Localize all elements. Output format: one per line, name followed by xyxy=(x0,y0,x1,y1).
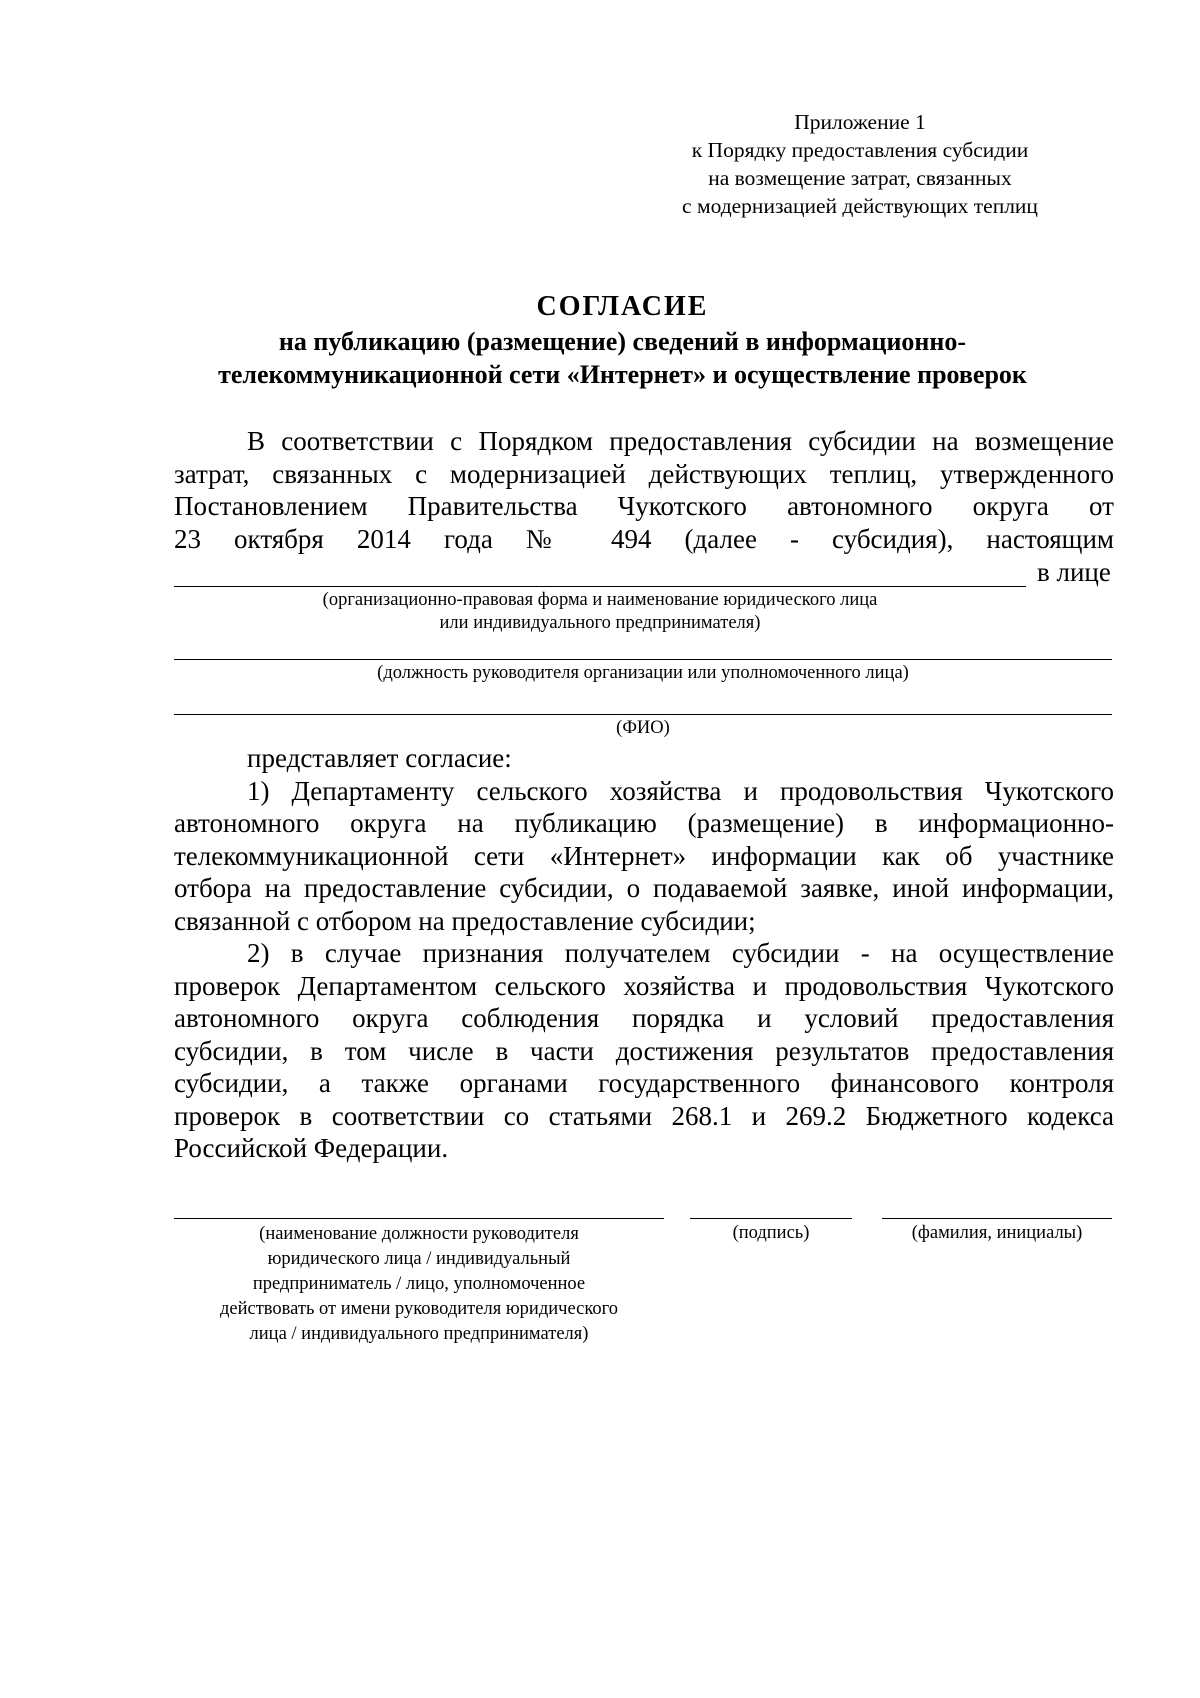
paragraph-line: связанной с отбором на предоставление субсидии; xyxy=(174,905,756,936)
caption-line: (наименование должности руководителя xyxy=(259,1224,579,1244)
paragraph-line: Постановлением Правительства Чукотского автономного округа от xyxy=(174,491,1114,521)
paragraph-line: автономного округа соблюдения порядка и условий предоставления xyxy=(174,1003,1114,1033)
paragraph-line: отбора на предоставление субсидии, о подаваемой заявке, иной информации, xyxy=(174,873,1114,903)
title-main: СОГЛАСИЕ xyxy=(536,291,709,322)
signature-position-line[interactable] xyxy=(174,1218,664,1219)
appendix-header xyxy=(640,108,1080,220)
position-field-caption: (должность руководителя организации или уполномоченного лица) xyxy=(377,663,909,683)
paragraph-line: проверок Департаментом сельского хозяйства и продовольствия Чукотского xyxy=(174,970,1114,1001)
caption-line: лица / индивидуального предпринимателя) xyxy=(249,1324,589,1344)
position-field-line[interactable] xyxy=(174,659,1112,660)
in-person-label: в лице xyxy=(1037,557,1111,587)
intro-paragraph xyxy=(174,425,1114,555)
signature-position-caption xyxy=(174,1222,664,1347)
paragraph-line: проверок в соответствии со статьями 268.1 и 269.2 Бюджетного кодекса xyxy=(174,1100,1114,1131)
consent-body xyxy=(174,742,1114,1165)
appendix-line: Приложение 1 xyxy=(794,110,926,134)
signature-caption: (подпись) xyxy=(732,1223,810,1243)
document-title xyxy=(150,290,1095,391)
signature-line[interactable] xyxy=(690,1218,852,1219)
caption-line: юридического лица / индивидуальный xyxy=(267,1249,571,1269)
paragraph-line: 2) в случае признания получателем субсидии - на осуществление xyxy=(247,938,1114,968)
fio-field-line[interactable] xyxy=(174,714,1112,715)
paragraph-line: субсидии, в том числе в части достижения результатов предоставления xyxy=(174,1035,1114,1066)
consent-intro: представляет согласие: xyxy=(247,743,512,773)
paragraph-line: 23 октября 2014 года № 494 (далее - субсидия), настоящим xyxy=(174,523,1114,554)
name-initials-line[interactable] xyxy=(882,1218,1112,1219)
name-initials-caption: (фамилия, инициалы) xyxy=(911,1223,1083,1243)
fio-field-caption: (ФИО) xyxy=(616,718,670,738)
organization-field-line[interactable] xyxy=(174,586,1026,587)
caption-line: действовать от имени руководителя юридического xyxy=(219,1299,618,1319)
caption-line: предприниматель / лицо, уполномоченное xyxy=(252,1274,586,1294)
paragraph-line: Российской Федерации. xyxy=(174,1133,449,1163)
caption-line: или индивидуального предпринимателя) xyxy=(439,613,761,633)
appendix-line: на возмещение затрат, связанных xyxy=(708,166,1012,190)
title-subtitle-line: телекоммуникационной сети «Интернет» и осуществление проверок xyxy=(218,360,1027,389)
organization-field-caption xyxy=(174,589,1026,635)
appendix-line: к Порядку предоставления субсидии xyxy=(691,138,1029,162)
paragraph-line: затрат, связанных с модернизацией действующих теплиц, утвержденного xyxy=(174,458,1114,489)
caption-line: (организационно-правовая форма и наименование юридического лица xyxy=(322,590,878,610)
appendix-line: с модернизацией действующих теплиц xyxy=(682,194,1038,218)
title-subtitle-line: на публикацию (размещение) сведений в информационно- xyxy=(278,327,967,356)
paragraph-line: В соответствии с Порядком предоставления субсидии на возмещение xyxy=(247,426,1114,456)
paragraph-line: автономного округа на публикацию (размещение) в информационно- xyxy=(174,808,1114,838)
paragraph-line: субсидии, а также органами государственного финансового контроля xyxy=(174,1068,1114,1098)
paragraph-line: телекоммуникационной сети «Интернет» информации как об участнике xyxy=(174,840,1114,871)
paragraph-line: 1) Департаменту сельского хозяйства и продовольствия Чукотского xyxy=(247,775,1114,806)
